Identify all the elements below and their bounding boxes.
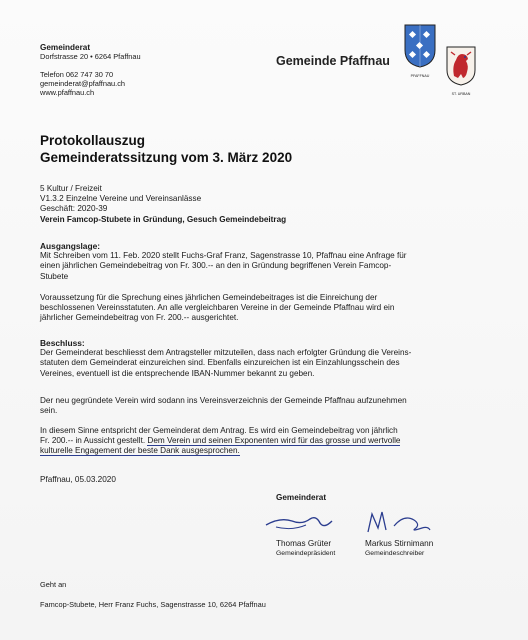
signatory-left-role: Gemeindepräsident [276, 550, 336, 558]
signatory-right-role: Gemeindeschreiber [365, 550, 425, 558]
beschluss-p3-line2a: Fr. 200.-- in Aussicht gestellt. [40, 436, 148, 446]
title-line-2: Gemeinderatssitzung vom 3. März 2020 [40, 149, 293, 165]
ausgangslage-p1-line3: Stubete [40, 271, 69, 281]
beschluss-p1-line3: Vereines, eventuell ist die entsprechende IBAN-Nummer bekannt zu geben. [40, 368, 315, 378]
signatory-left [276, 539, 335, 558]
beschluss-p2-line1: Der neu gegründete Verein wird sodann ins Vereinsverzeichnis der Gemeinde Pfaffnau aufzunehmen [40, 396, 407, 405]
meta-subject: Verein Famcop-Stubete in Gründung, Gesuch Gemeindebeitrag [40, 214, 287, 224]
title-line-1: Protokollauszug [40, 133, 146, 148]
org-name: Gemeinderat [40, 43, 91, 52]
meta-category: 5 Kultur / Freizeit [40, 184, 102, 193]
signatory-left-name: Thomas Grüter [276, 539, 332, 548]
crest2-caption: ST. URBAN [451, 92, 471, 96]
ausgangslage-p1-line1: Mit Schreiben vom 11. Feb. 2020 stellt Fuchs-Graf Franz, Sagenstrasse 10, Pfaffnau eine Anfrage für [40, 251, 407, 261]
ausgangslage-p2-line1: Voraussetzung für die Sprechung eines jährlichen Gemeindebeitrages ist die Einreichung der [40, 293, 378, 302]
beschluss-p1-line1: Der Gemeinderat beschliesst dem Antragsteller mitzuteilen, dass nach erfolgter Gründung die Vereins- [40, 348, 412, 358]
org-web: www.pfaffnau.ch [40, 88, 95, 97]
ausgangslage-p2-line3: jährlicher Gemeindebeitrag von Fr. 200.-- ausgerichtet. [40, 313, 239, 323]
ausgangslage-heading: Ausgangslage: [40, 241, 101, 251]
distribution-recipient: Famcop-Stubete, Herr Franz Fuchs, Sagenstrasse 10, 6264 Pfaffnau [40, 600, 266, 609]
meta-case: Geschäft: 2020-39 [40, 204, 108, 214]
section-ausgangslage [40, 241, 480, 282]
pfaffnau-crest-logo [404, 24, 436, 76]
signature-stirnimann-handwritten [364, 506, 434, 538]
signature-gruter-handwritten [262, 505, 342, 541]
beschluss-p3-line2b: Dem Verein und seinen Exponenten wird für das grosse und wertvolle [147, 436, 401, 446]
signature-body: Gemeinderat [276, 493, 327, 502]
crest1-caption: PFAFFNAU [410, 74, 430, 78]
ausgangslage-p1-line2: einen jährlichen Gemeindebeitrag von Fr. 300.-- an den in Gründung begriffenen Verein Famcop- [40, 261, 392, 271]
distribution-label: Geht an [40, 580, 67, 589]
st-urban-crest-logo [446, 46, 476, 96]
org-phone: Telefon 062 747 30 70 [40, 70, 114, 79]
org-email: gemeinderat@pfaffnau.ch [40, 79, 126, 88]
section-beschluss [40, 338, 480, 379]
place-date: Pfaffnau, 05.03.2020 [40, 475, 116, 484]
meta-subcategory: V1.3.2 Einzelne Vereine und Vereinsanlässe [40, 194, 202, 204]
beschluss-p1-line2: statuten dem Gemeinderat einzureichen sind. Ebenfalls einzureichen ist ein Einzahlungsschein des [40, 358, 400, 368]
beschluss-paragraph-2 [40, 396, 480, 416]
case-meta [40, 184, 286, 225]
signatory-right-name: Markus Stirnimann [365, 539, 434, 548]
municipality-name: Gemeinde Pfaffnau [276, 54, 390, 68]
beschluss-p3-line2 [40, 436, 480, 446]
beschluss-heading: Beschluss: [40, 338, 85, 348]
document-title [40, 133, 292, 166]
beschluss-p3-line1: In diesem Sinne entspricht der Gemeinderat dem Antrag. Es wird ein Gemeindebeitrag von jährlich [40, 426, 398, 435]
org-address: Dorfstrasse 20 • 6264 Pfaffnau [40, 52, 141, 61]
ausgangslage-p2-line2: beschlossenen Vereinsstatuten. An alle vergleichbaren Vereine in der Gemeinde Pfaffnau wird ein [40, 303, 395, 313]
pfaffnau-crest-icon [404, 24, 436, 68]
signatory-right [365, 539, 433, 558]
beschluss-p3-line3-wrap [40, 446, 480, 456]
st-urban-crest-icon [446, 46, 476, 86]
beschluss-p3-line3: kulturelle Engagement der beste Dank ausgesprochen. [40, 446, 240, 456]
beschluss-p2-line2: sein. [40, 406, 58, 416]
letterhead-address [40, 43, 141, 97]
ausgangslage-paragraph-2 [40, 293, 480, 324]
beschluss-paragraph-3 [40, 426, 480, 457]
